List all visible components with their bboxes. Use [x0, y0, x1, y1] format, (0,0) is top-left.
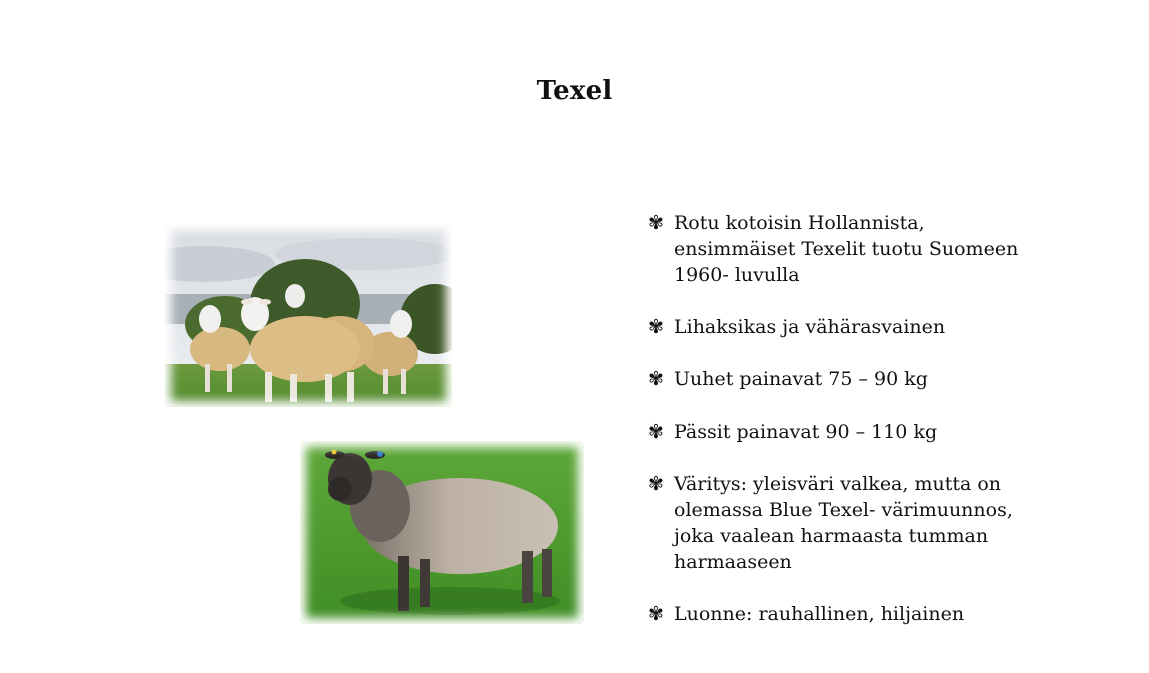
bullet-text: Uuhet painavat 75 – 90 kg — [674, 368, 928, 390]
bullet-item-temperament — [648, 601, 1028, 627]
white-texel-sheep-photo — [165, 224, 452, 407]
flower-bullet-icon: ✾ — [648, 421, 664, 443]
flower-bullet-icon: ✾ — [648, 368, 664, 390]
bullet-item-origin — [648, 210, 1028, 288]
bullet-item-ewe-weight — [648, 366, 1028, 392]
bullet-text: Rotu kotoisin Hollannista, ensimmäiset Texelit tuotu Suomeen 1960- luvulla — [674, 212, 1019, 286]
blue-texel-sheep-photo — [300, 441, 584, 624]
blue-texel-sheep-image — [300, 441, 584, 624]
bullet-item-muscle — [648, 314, 1028, 340]
bullet-text: Luonne: rauhallinen, hiljainen — [674, 603, 965, 625]
flower-bullet-icon: ✾ — [648, 603, 664, 625]
flower-bullet-icon: ✾ — [648, 473, 664, 495]
slide-title: Texel — [536, 76, 613, 106]
flower-bullet-icon: ✾ — [648, 212, 664, 234]
white-texel-sheep-image — [165, 224, 452, 407]
bullet-text: Pässit painavat 90 – 110 kg — [674, 421, 938, 443]
bullet-text: Väritys: yleisväri valkea, mutta on olemassa Blue Texel- värimuunnos, joka vaalean harmaasta tumman harmaaseen — [674, 473, 1013, 573]
flower-bullet-icon: ✾ — [648, 316, 664, 338]
bullet-text: Lihaksikas ja vähärasvainen — [674, 316, 946, 338]
bullet-item-coloring — [648, 471, 1028, 575]
bullet-item-ram-weight — [648, 419, 1028, 445]
bullet-list — [648, 210, 1028, 627]
